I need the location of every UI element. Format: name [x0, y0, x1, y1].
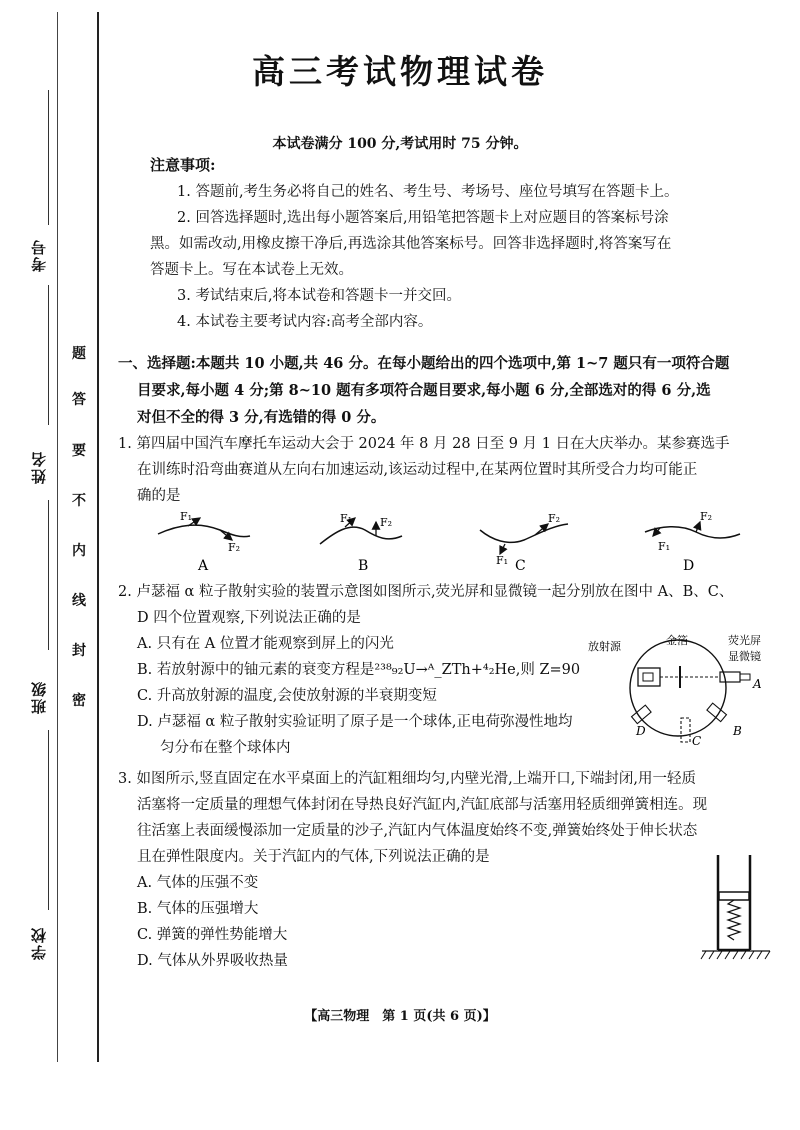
q1-figure-c [480, 512, 568, 574]
option-label: B [358, 558, 369, 574]
seal-char: 内 [72, 543, 86, 559]
notes-line: 2. 回答选择题时,选出每小题答案后,用铅笔把答题卡上对应题目的答案标号涂 [177, 210, 669, 226]
option-label: D [683, 558, 695, 574]
seal-char: 密 [72, 693, 86, 709]
force-label: F₂ [548, 512, 561, 525]
margin-field-name-line [48, 500, 49, 650]
q3-option-d: D. 气体从外界吸收热量 [137, 953, 288, 969]
margin-line-outer [57, 12, 58, 1062]
q2-option-d: D. 卢瑟福 α 粒子散射实验证明了原子是一个球体,正电荷弥漫性地均 [137, 714, 573, 730]
section-instructions: 一、选择题:本题共 10 小题,共 46 分。在每小题给出的四个选项中,第 1~7 题只有一项符合题 [118, 355, 730, 372]
q3-option-c: C. 弹簧的弹性势能增大 [137, 927, 288, 943]
margin-field-name: 姓名 [30, 450, 48, 484]
margin-field-exam-number-line [48, 90, 49, 225]
notes-line: 4. 本试卷主要考试内容:高考全部内容。 [177, 314, 433, 330]
seal-char: 封 [72, 643, 86, 659]
option-label: A [198, 558, 209, 574]
q1-figure-d [645, 510, 740, 574]
q3-stem: 3. 如图所示,竖直固定在水平桌面上的汽缸粗细均匀,内壁光滑,上端开口,下端封闭,用一轻质 [118, 771, 696, 787]
q3-option-b: B. 气体的压强增大 [137, 901, 259, 917]
notes-line: 1. 答题前,考生务必将自己的姓名、考生号、考场号、座位号填写在答题卡上。 [177, 184, 679, 200]
notes-heading: 注意事项: [150, 156, 216, 174]
option-label: C [515, 558, 526, 574]
q3-option-a: A. 气体的压强不变 [137, 875, 259, 891]
q2-option-c: C. 升高放射源的温度,会使放射源的半衰期变短 [137, 688, 437, 704]
page-footer: 【高三物理 第 1 页(共 6 页)】 [304, 1009, 496, 1024]
q1-stem: 在训练时沿弯曲赛道从左向右加速运动,该运动过程中,在某两位置时其所受合力均可能正 [137, 462, 698, 478]
fig-label: C [692, 734, 702, 748]
force-label: F₁ [340, 512, 353, 525]
force-label: F₁ [658, 540, 671, 553]
fig-label: 荧光屏 [728, 634, 761, 647]
margin-field-school: 学校 [30, 926, 48, 960]
seal-char: 题 [72, 346, 86, 362]
section-instructions: 对但不全的得 3 分,有选错的得 0 分。 [137, 409, 386, 426]
page-title: 高三考试物理试卷 [252, 52, 548, 91]
fig-label: 放射源 [588, 640, 621, 653]
section-instructions: 目要求,每小题 4 分;第 8~10 题有多项符合题目要求,每小题 6 分,全部选对的得 6 分,选 [137, 382, 711, 399]
margin-field-line-2 [48, 285, 49, 425]
q2-option-b: B. 若放射源中的铀元素的衰变方程是²³⁸₉₂U→ᴬ_ZTh+⁴₂He,则 Z=90 [137, 662, 581, 678]
notes-line: 黑。如需改动,用橡皮擦干净后,再选涂其他答案标号。回答非选择题时,将答案写在 [150, 236, 672, 252]
q3-cylinder-figure [700, 850, 775, 965]
margin-field-class: 班级 [30, 680, 48, 714]
q2-figure [588, 630, 773, 755]
fig-label: 金箔 [666, 634, 688, 647]
seal-char: 线 [72, 593, 86, 609]
force-label: F₂ [228, 541, 241, 554]
fig-label: B [733, 724, 742, 738]
force-label: F₁ [496, 554, 509, 567]
force-label: F₂ [380, 516, 393, 529]
seal-char: 答 [72, 392, 86, 408]
fig-label: 显微镜 [728, 650, 761, 663]
q2-stem: D 四个位置观察,下列说法正确的是 [137, 610, 361, 626]
q1-stem: 确的是 [137, 488, 181, 504]
q2-option-d-cont: 匀分布在整个球体内 [160, 740, 291, 756]
q2-stem: 2. 卢瑟福 α 粒子散射实验的装置示意图如图所示,荧光屏和显微镜一起分别放在图中 A、B、C、 [118, 584, 734, 600]
fig-label: D [636, 724, 646, 738]
exam-subtitle: 本试卷满分 100 分,考试用时 75 分钟。 [272, 136, 528, 152]
notes-line: 3. 考试结束后,将本试卷和答题卡一并交回。 [177, 288, 462, 304]
q2-option-a: A. 只有在 A 位置才能观察到屏上的闪光 [137, 636, 394, 652]
margin-line-inner [97, 12, 99, 1062]
seal-char: 不 [72, 493, 86, 509]
margin-field-exam-number: 考号 [30, 238, 48, 272]
notes-line: 答题卡上。写在本试卷上无效。 [150, 262, 353, 278]
force-label: F₂ [700, 510, 713, 523]
force-label: F₁ [180, 510, 193, 523]
q3-stem: 且在弹性限度内。关于汽缸内的气体,下列说法正确的是 [137, 849, 490, 865]
fig-label: A [753, 677, 762, 691]
q3-stem: 活塞将一定质量的理想气体封闭在导热良好汽缸内,汽缸底部与活塞用轻质细弹簧相连。现 [137, 797, 708, 813]
q3-stem: 往活塞上表面缓慢添加一定质量的沙子,汽缸内气体温度始终不变,弹簧始终处于伸长状态 [137, 823, 698, 839]
q1-figure-a [158, 510, 250, 574]
q1-figures [140, 508, 760, 578]
margin-field-class-line [48, 730, 49, 910]
q1-stem: 1. 第四届中国汽车摩托车运动大会于 2024 年 8 月 28 日至 9 月 1 日在大庆举办。某参赛选手 [118, 436, 730, 452]
seal-char: 要 [72, 443, 86, 459]
q1-figure-b [320, 512, 402, 574]
